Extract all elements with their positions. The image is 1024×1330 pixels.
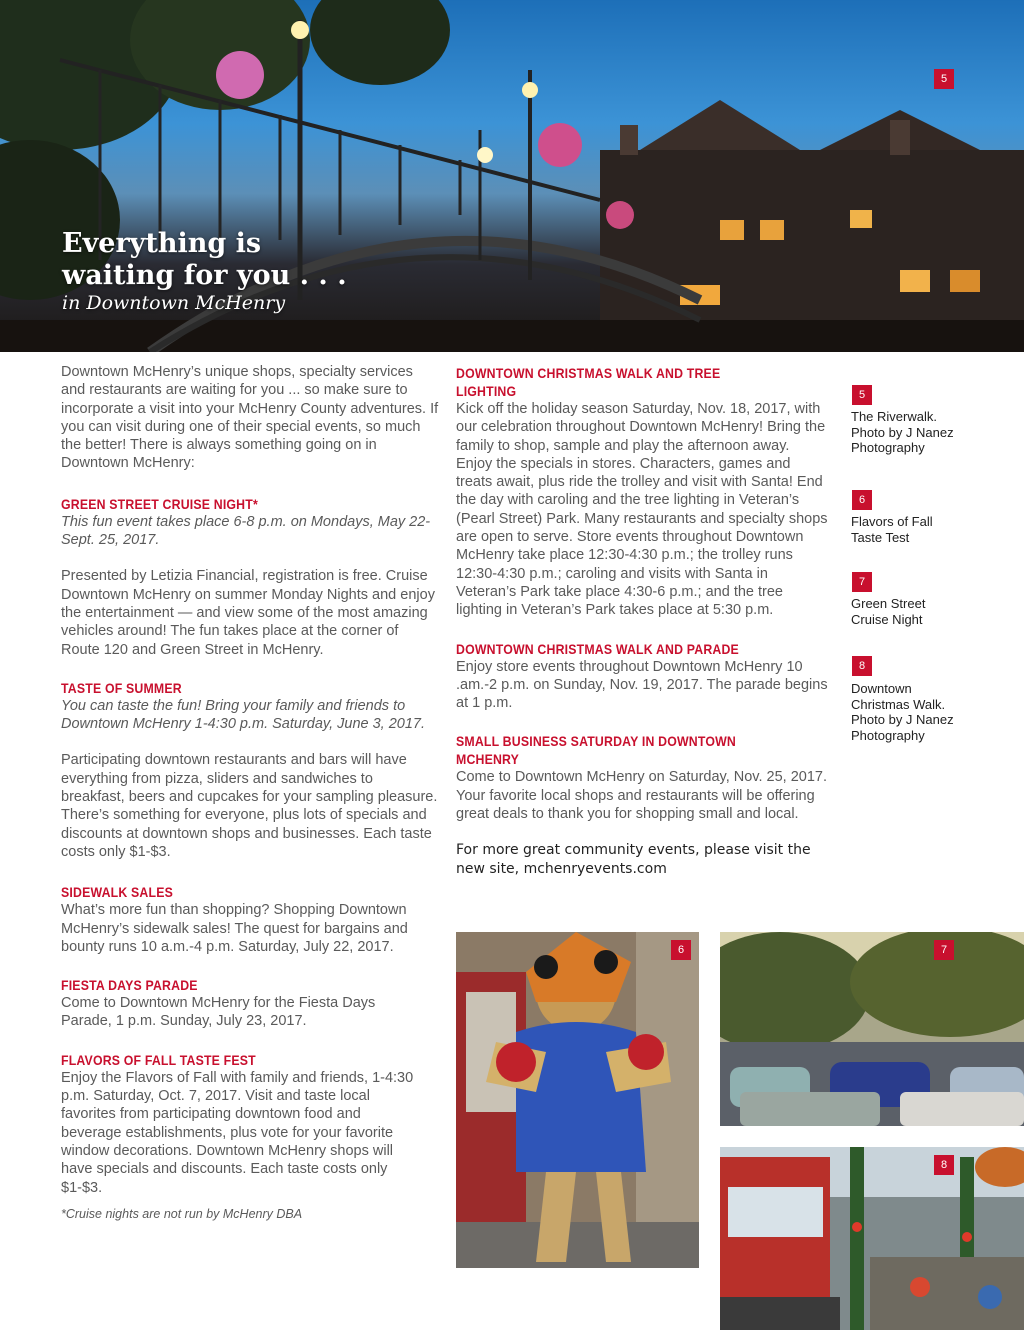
photo-christmas-walk — [720, 1147, 1024, 1330]
page-number-badge: 5 — [934, 69, 954, 89]
caption-text: Green Street Cruise Night — [851, 596, 926, 627]
hero-title-line1: Everything is — [62, 228, 262, 259]
caption-number: 7 — [852, 572, 872, 592]
event-heading: TASTE OF SUMMER — [61, 679, 182, 696]
closing-note: For more great community events, please visit the new site, mchenryevents.com — [456, 842, 811, 877]
footnote: *Cruise nights are not run by McHenry DBA — [61, 1206, 303, 1221]
intro-paragraph: Downtown McHenry’s unique shops, specialty services and restaurants are waiting for you ... so make sure to incorporate a visit into your McHenry County adventures. If you can visit during one of their special events, so much the better! There is always something going on in Downtown McHenry: — [61, 364, 439, 472]
event-body: Enjoy store events throughout Downtown McHenry 10 .am.-2 p.m. on Sunday, Nov. 19, 2017. The parade begins at 1 p.m. — [456, 658, 828, 712]
event-body: Enjoy the Flavors of Fall with family and friends, 1-4:30 p.m. Saturday, Oct. 7, 2017. Visit and taste local favorites from participating downtown food and beverage establishments, plus vote for your favorite window decorations. Downtown McHenry shops will have specials and discounts. Each taste costs only $1-$3. — [61, 1069, 414, 1196]
hero-title — [62, 228, 347, 314]
event-body: What’s more fun than shopping? Shopping Downtown McHenry’s sidewalk sales! The quest for bargains and bounty runs 10 a.m.-4 p.m. Saturday, July 22, 2017. — [61, 902, 408, 955]
photo-number-badge: 6 — [671, 940, 691, 960]
event-heading: FIESTA DAYS PARADE — [61, 977, 198, 994]
hero-title-line2: waiting for you . . . — [62, 260, 347, 291]
event-details: This fun event takes place 6-8 p.m. on Mondays, May 22-Sept. 25, 2017. — [61, 513, 431, 549]
caption-text: Downtown Christmas Walk. Photo by J Nanez Photography — [851, 681, 954, 743]
middle-column — [456, 364, 828, 878]
photo-number-badge: 8 — [934, 1155, 954, 1175]
photo-scarecrow — [456, 932, 699, 1268]
caption-text: Flavors of Fall Taste Test — [851, 514, 933, 545]
cruise-night-illustration — [720, 932, 1024, 1126]
event-heading: SIDEWALK SALES — [61, 884, 173, 901]
event-heading: FLAVORS OF FALL TASTE FEST — [61, 1051, 256, 1068]
scarecrow-illustration — [456, 932, 699, 1268]
hero-photo-riverwalk — [0, 0, 1024, 352]
christmas-walk-illustration — [720, 1147, 1024, 1330]
event-body: Participating downtown restaurants and bars will have everything from pizza, sliders and sandwiches to breakfast, beers and cupcakes for your sampling pleasure. There’s something for everyone, plus lots of specials and discounts at downtown shops and businesses. Each taste costs only $1-$3. — [61, 752, 438, 860]
event-body: Come to Downtown McHenry for the Fiesta Days Parade, 1 p.m. Sunday, July 23, 2017. — [61, 995, 376, 1030]
event-body: Come to Downtown McHenry on Saturday, Nov. 25, 2017. Your favorite local shops and restaurants will be offering great deals to thank you for shopping small and local. — [456, 769, 828, 823]
photo-number-badge: 7 — [934, 940, 954, 960]
photo-cruise-night — [720, 932, 1024, 1126]
event-body: Presented by Letizia Financial, registration is free. Cruise Downtown McHenry on summer Monday Nights and enjoy the entertainment — and view some of the most amazing vehicles around! The fun takes place at the corner of Route 120 and Green Street in McHenry. — [61, 568, 435, 658]
hero-subtitle: in Downtown McHenry — [62, 292, 286, 314]
event-heading: SMALL BUSINESS SATURDAY IN DOWNTOWN MCHENRY — [456, 733, 736, 768]
left-column — [61, 363, 439, 1223]
caption-number: 8 — [852, 656, 872, 676]
event-heading: DOWNTOWN CHRISTMAS WALK AND TREE LIGHTING — [456, 365, 721, 399]
event-details: You can taste the fun! Bring your family and friends to Downtown McHenry 1-4:30 p.m. Saturday, June 3, 2017. — [61, 697, 426, 733]
caption-text: The Riverwalk. Photo by J Nanez Photography — [851, 409, 954, 455]
event-heading: GREEN STREET CRUISE NIGHT* — [61, 495, 258, 512]
event-heading: DOWNTOWN CHRISTMAS WALK AND PARADE — [456, 640, 739, 657]
caption-number: 6 — [852, 490, 872, 510]
event-body: Kick off the holiday season Saturday, Nov. 18, 2017, with our celebration throughout Downtown McHenry! Bring the family to shop, sample and play the afternoon away. Enjoy the specials in stores. Characters, games and treats await, plus ride the trolley and visit with Santa! End the day with caroling and the tree lighting in Veteran’s (Pearl Street) Park. Many restaurants and specialty shops are open to serve. Store events throughout Downtown McHenry take place 12:30-4:30 p.m.; the trolley runs 12:30-4:30 p.m.; caroling and visits with Santa in Veteran’s Park take place 4:30-6 p.m.; and the tree lighting in Veteran’s Park takes place at 5:30 p.m. — [456, 401, 828, 619]
caption-number: 5 — [852, 385, 872, 405]
